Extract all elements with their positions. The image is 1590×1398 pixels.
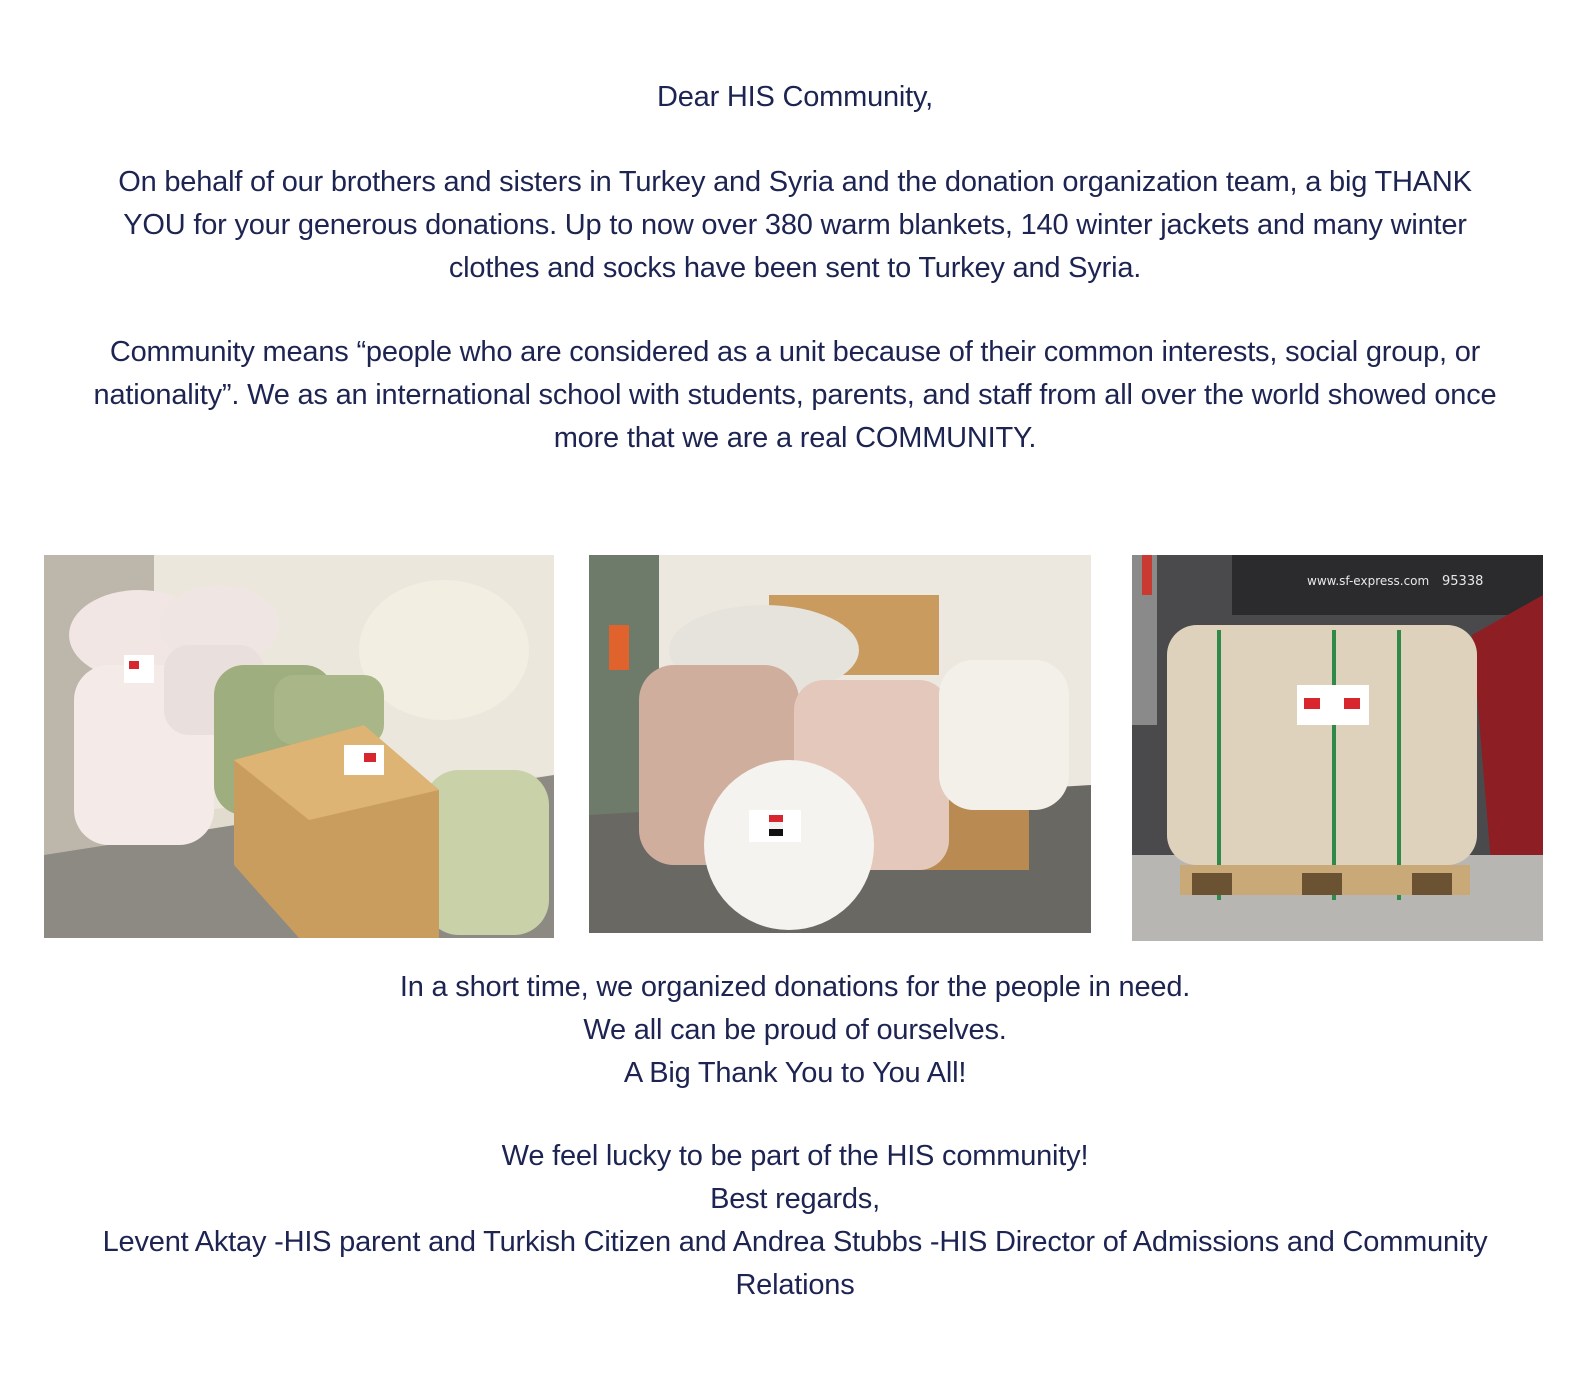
closing-line-3: A Big Thank You to You All! (623, 1057, 967, 1089)
greeting (0, 76, 1590, 119)
signature: Levent Aktay -HIS parent and Turkish Citizen and Andrea Stubbs -HIS Director of Admissions and Community Relations (102, 1226, 1488, 1301)
community-paragraph (0, 331, 1590, 460)
thank-you-paragraph-text: On behalf of our brothers and sisters in Turkey and Syria and the donation organization team, a big THANK YOU for your generous donations. Up to now over 380 warm blankets, 140 winter jackets and many winter clothes and socks have been sent to Turkey and Syria. (118, 166, 1472, 284)
lucky-line: We feel lucky to be part of the HIS community! (501, 1140, 1089, 1172)
closing-line-1: In a short time, we organized donations for the people in need. (399, 971, 1191, 1003)
donation-bags-corridor-photo (44, 555, 554, 938)
truck-number-text: 95338 (1442, 574, 1484, 589)
community-paragraph-text: Community means “people who are considered as a unit because of their common interests, social group, or nationality”. We as an international school with students, parents, and staff from all over the world showed once more that we are a real COMMUNITY. (93, 336, 1497, 454)
greeting-text: Dear HIS Community, (656, 81, 934, 113)
wrapped-pallet-photo (1132, 555, 1543, 941)
thank-you-paragraph (0, 161, 1590, 290)
sign-off (0, 1135, 1590, 1307)
truck-website-text: www.sf-express.com (1307, 574, 1430, 588)
closing-lines (0, 966, 1590, 1095)
donation-bags-room-photo (589, 555, 1091, 933)
best-regards: Best regards, (710, 1183, 880, 1215)
closing-line-2: We all can be proud of ourselves. (583, 1014, 1007, 1046)
